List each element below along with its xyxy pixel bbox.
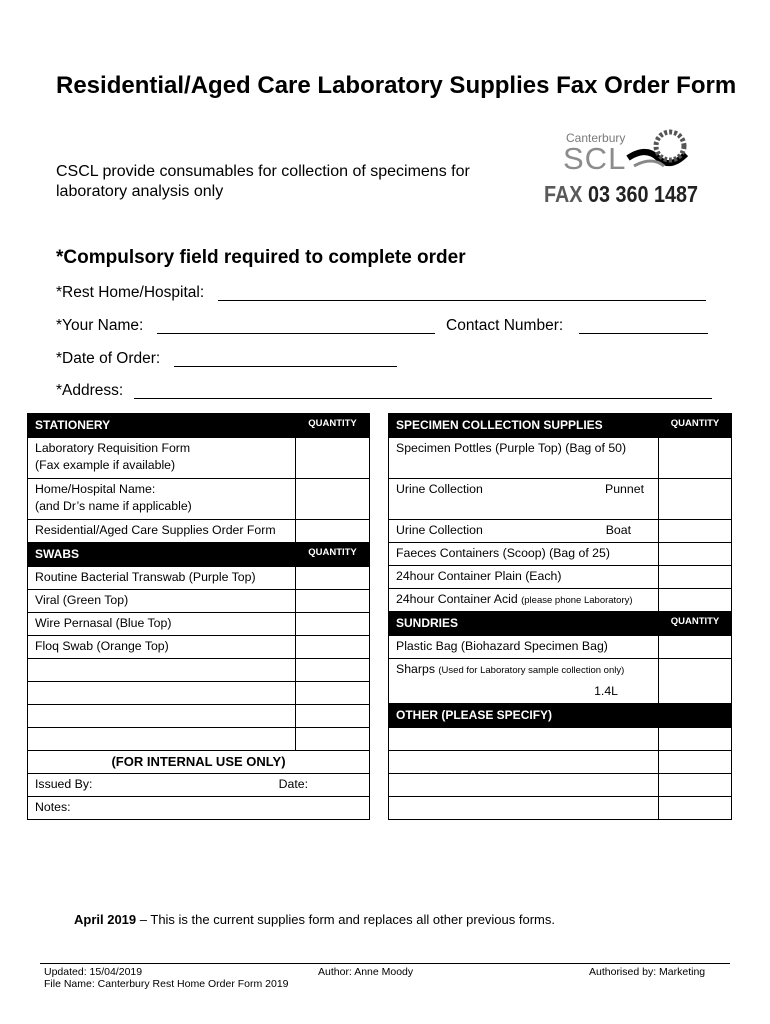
item-label: Urine Collection [396,482,483,496]
footer-divider [40,963,730,964]
quantity-header: QUANTITY [659,414,732,438]
specimen-supplies-table [388,413,732,820]
table-row [28,682,370,705]
swabs-header: SWABS [28,543,296,567]
item-label: Laboratory Requisition Form [35,441,191,455]
table-row [389,543,732,566]
fax-number [544,181,698,208]
rest-home-label: *Rest Home/Hospital: [56,284,205,301]
table-row [389,774,732,797]
table-row [389,728,732,751]
sundries-header: SUNDRIES [389,612,659,636]
table-row [28,590,370,613]
item-label: 24hour Container Plain (Each) [389,566,659,589]
table-row [28,613,370,636]
item-note: (Used for Laboratory sample collection only) [438,665,625,676]
intro-text: CSCL provide consumables for collection of specimens for laboratory analysis only [56,163,470,200]
specimen-header: SPECIMEN COLLECTION SUPPLIES [389,414,659,438]
quantity-cell[interactable] [296,590,370,613]
quantity-header: QUANTITY [296,543,370,567]
fax-label: FAX [544,181,583,207]
other-header: OTHER (PLEASE SPECIFY) [389,704,732,728]
item-sublabel: (Fax example if available) [35,458,176,472]
logo-canterbury-text: Canterbury [566,131,626,145]
item-label: Floq Swab (Orange Top) [28,636,296,659]
quantity-cell[interactable] [659,566,732,589]
notes-row[interactable]: Notes: [28,797,370,820]
item-label: Home/Hospital Name: [35,482,156,496]
table-row [389,659,732,682]
quantity-cell[interactable] [659,728,732,751]
issued-by-label: Issued By: [35,777,93,791]
footer-file-name: File Name: Canterbury Rest Home Order Form 2019 [44,978,289,990]
blank-item-cell[interactable] [389,774,659,797]
quantity-cell[interactable] [296,705,370,728]
quantity-cell[interactable] [659,543,732,566]
footer-updated: Updated: 15/04/2019 [44,966,143,978]
quantity-cell[interactable] [659,774,732,797]
item-sublabel: (and Dr’s name if applicable) [35,499,192,513]
address-field[interactable] [134,398,712,399]
table-row [28,728,370,751]
item-type: Punnet [605,482,644,496]
item-label: Routine Bacterial Transwab (Purple Top) [28,567,296,590]
quantity-cell[interactable] [296,682,370,705]
quantity-cell[interactable] [659,751,732,774]
item-label: 24hour Container Acid [396,592,518,606]
fax-number-value: 03 360 1487 [587,181,698,207]
blank-item-cell[interactable] [28,705,296,728]
table-row [28,438,370,479]
table-row [389,566,732,589]
blank-item-cell[interactable] [389,797,659,820]
item-label: Wire Pernasal (Blue Top) [28,613,296,636]
blank-item-cell[interactable] [389,728,659,751]
table-row [28,705,370,728]
table-row [389,751,732,774]
table-row [28,520,370,543]
table-row [389,438,732,479]
table-row [389,636,732,659]
quantity-cell[interactable] [659,797,732,820]
item-label: Residential/Aged Care Supplies Order Form [28,520,296,543]
quantity-cell[interactable] [659,589,732,612]
footer-authorised: Authorised by: Marketing [589,966,706,978]
table-row [389,797,732,820]
stationery-swabs-table [27,413,370,820]
logo-swirl-icon [626,128,690,172]
stationery-header: STATIONERY [28,414,296,438]
footer-author: Author: Anne Moody [318,966,414,978]
item-size: 1.4L [389,681,659,704]
quantity-cell[interactable] [659,479,732,520]
page-title: Residential/Aged Care Laboratory Supplies Fax Order Form [56,72,737,99]
form-notice [74,912,555,927]
contact-number-label: Contact Number: [446,317,564,334]
date-of-order-field[interactable] [174,366,397,367]
compulsory-note: *Compulsory field required to complete order [56,247,466,268]
quantity-cell[interactable] [659,520,732,543]
table-row [28,479,370,520]
quantity-cell[interactable] [659,636,732,659]
item-label: Sharps [396,662,435,676]
logo-scl-text: SCL [563,141,627,176]
blank-item-cell[interactable] [28,728,296,751]
table-row [389,479,732,520]
issued-by-row[interactable] [28,774,370,797]
item-label: Faeces Containers (Scoop) (Bag of 25) [389,543,659,566]
address-label: *Address: [56,382,124,399]
quantity-cell[interactable] [296,636,370,659]
blank-item-cell[interactable] [28,682,296,705]
quantity-cell[interactable] [659,659,732,704]
item-note: (please phone Laboratory) [521,595,633,606]
quantity-header: QUANTITY [659,612,732,636]
quantity-cell[interactable] [659,438,732,479]
quantity-cell[interactable] [296,659,370,682]
rest-home-field[interactable] [218,300,706,301]
quantity-cell[interactable] [296,567,370,590]
table-row [389,589,732,612]
contact-number-field[interactable] [579,333,708,334]
your-name-field[interactable] [157,333,435,334]
quantity-header: QUANTITY [296,414,370,438]
table-row [28,567,370,590]
quantity-cell[interactable] [296,613,370,636]
notice-date: April 2019 [74,912,137,927]
notice-text: – This is the current supplies form and replaces all other previous forms. [136,912,555,927]
item-type: Boat [605,523,631,537]
quantity-cell[interactable] [296,520,370,543]
blank-item-cell[interactable] [28,659,296,682]
item-label: Viral (Green Top) [28,590,296,613]
quantity-cell[interactable] [296,479,370,520]
quantity-cell[interactable] [296,728,370,751]
quantity-cell[interactable] [296,438,370,479]
internal-use-heading: (FOR INTERNAL USE ONLY) [28,751,370,774]
blank-item-cell[interactable] [389,751,659,774]
item-label: Specimen Pottles (Purple Top) (Bag of 50) [389,438,659,479]
table-row [28,636,370,659]
date-label: Date: [278,777,308,791]
item-label: Urine Collection [396,523,483,537]
table-row [28,659,370,682]
your-name-label: *Your Name: [56,317,144,334]
item-label: Plastic Bag (Biohazard Specimen Bag) [389,636,659,659]
date-of-order-label: *Date of Order: [56,350,161,367]
table-row [389,520,732,543]
